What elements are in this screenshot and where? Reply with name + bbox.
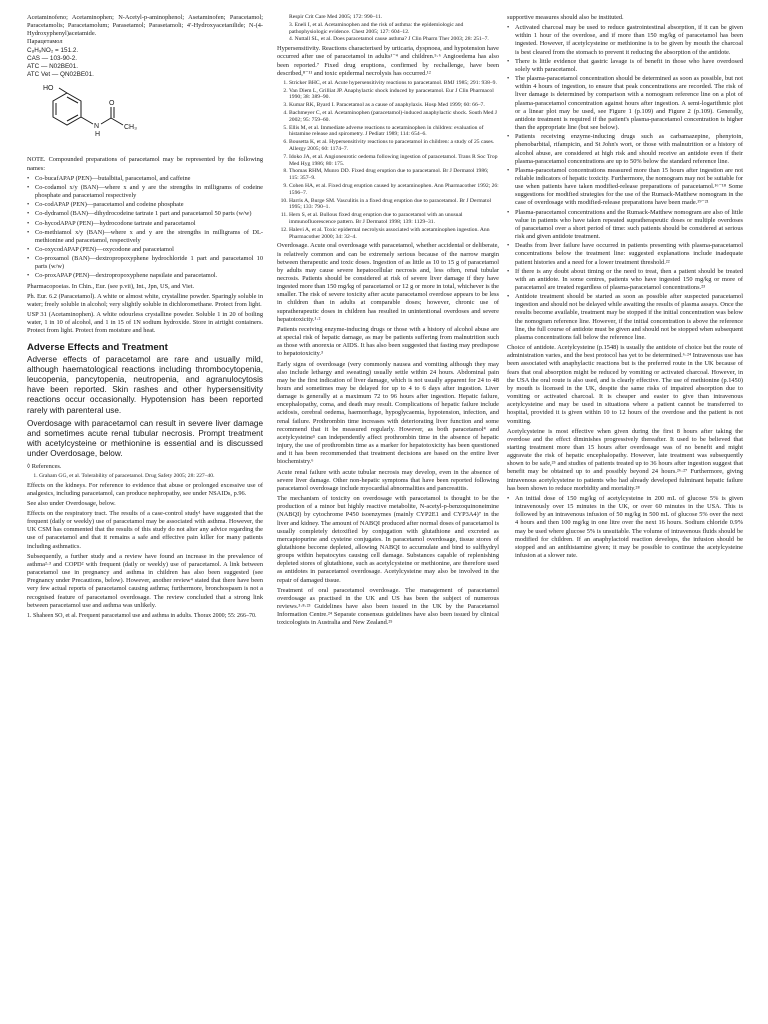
kidney-effects: Effects on the kidneys. For reference to evidence that abuse or prolonged excessive use of analgesics, including paracetamol, can produce nephropathy, see under NSAIDs, p.96. (27, 481, 263, 497)
reference-item: 7. Idoko JA, et al. Angioneurotic oedema following ingestion of paracetamol. Trans R Soc Trop Med Hyg 1986; 80: 175. (289, 154, 499, 168)
reference-list (27, 473, 263, 480)
list-item: • If there is any doubt about timing or the need to treat, then a patient should be treated with an antidote. In some centres, patients who have ingested 150 mg/kg or more of paracetamol are treated regardless of plasma-paracetamol concentrations.²³ (507, 268, 743, 292)
adverse-effects-heading: Adverse Effects and Treatment (27, 341, 168, 353)
list-item: • There is little evidence that gastric lavage is of benefit in those who have overdosed solely with paracetamol. (507, 58, 743, 74)
reference-item: 10. Harris A, Burge SM. Vasculitis in a fixed drug eruption due to paracetamol. Br J Dermatol 1995; 133: 790–1. (289, 198, 499, 212)
list-item: • Deaths from liver failure have occurred in patients presenting with plasma-paracetamol concentrations below the treatment line: suggested explanations include inadequate patient histories and a need for a lower treatment threshold.²² (507, 242, 743, 266)
structure-oh: HO (43, 85, 54, 93)
reference-item: Respir Crit Care Med 2005; 172: 990–11. (289, 14, 383, 20)
adverse-paragraph-1: Adverse effects of paracetamol are rare and usually mild, although haematological reactions including thrombocytopenia, leucopenia, pancytopenia, neutropenia, and agranulocytosis have been reported. Skin rashes and other hypersensitivity reactions occur occasionally. Hypotension has been reported rarely with parenteral use. (27, 354, 263, 415)
reference-item: 2. Van Diem L, Grilliat JP. Anaphylactic shock induced by paracetamol. Eur J Clin Pharmacol 1990; 38: 389–90. (289, 88, 499, 102)
early-signs: Early signs of overdosage (very commonly nausea and vomiting although they may also include lethargy and sweating) usually settle within 24 hours. Abdominal pain may be the first indication of liver damage, which is not usually apparent for 24 to 48 hours and sometimes may be delayed for up to 4 to 6 days after ingestion. Liver damage is generally at a maximum 72 to 96 hours after ingestion. Hepatic failure, encephalopathy, coma, and death may result. Complications of hepatic failure include acidosis, cerebral oedema, haemorrhage, hypoglycaemia, hypotension, infection, and renal failure. Prothrombin time increases with deteriorating liver function and some recommend that it be measured regularly. However, as both paracetamol⁴ and acetylcysteine⁵ can independently affect prothrombin time in the absence of hepatic injury, the use of prothrombin time as a marker for hepatotoxicity has been questioned and it has been recommended that treatment decisions are based on the entire liver biochemistry.⁶ (277, 360, 499, 466)
reference-item: 6. Bousetta K, et al. Hypersensitivity reactions to paracetamol in children: a study of 25 cases. Allergy 2005; 60: 1174–7. (289, 139, 499, 153)
hypersensitivity: Hypersensitivity. Reactions characterised by urticaria, dyspnoea, and hypotension have occurred after use of paracetamol in adults¹⁻⁴ and children.⁵·⁶ Angioedema has also been reported.⁷ Fixed drug eruptions, confirmed by rechallenge, have been described,⁸⁻¹¹ and toxic epidermal necrolysis has occurred.¹² (277, 45, 499, 77)
column-middle (277, 14, 499, 630)
pharmacopoeias: Pharmacopoeias. In Chin., Eur. (see p.vii), Int., Jpn, US, and Viet. (27, 282, 195, 290)
reference-item: 5. Ellis M, et al. Immediate adverse reactions to acetaminophen in children: evaluation of histamine release and spirometry. J Pediatr 1989; 114: 654–6. (289, 125, 499, 139)
hypersensitivity-references (277, 80, 499, 241)
chemical-structure (37, 83, 157, 145)
list-item: • The plasma-paracetamol concentration should be determined as soon as possible, but not within 4 hours of ingestion, to ensure that peak concentrations are recorded. The risk of liver damage is determined by comparison with a nomogram reference line on a plot of plasma-paracetamol concentration against hours after ingestion. A semi-logarithmic plot or a linear plot may be used, see Figure 1 (p.109) and Figure 2 (p.109). Generally, antidote treatment is required if the patient's plasma-paracetamol concentration is higher than the appropriate line (but see below). (507, 75, 743, 132)
list-item: • Co-codAPAP (PEN)—paracetamol and codeine phosphate (27, 201, 263, 209)
respiratory-paragraph-2: Subsequently, a further study and a review have found an increase in the prevalence of asthma²·³ and COPD² with frequent (daily or weekly) use of paracetamol. A link between paracetamol use in pregnancy and asthma in children has also been suggested (see Pregnancy under Precautions, below). However, another review⁴ stated that there have been very few actual reports of paracetamol causing asthma; furthermore, bronchospasm is not a recognised feature of paracetamol overdosage. The review concluded that a strong link between paracetamol use and asthma was unlikely. (27, 552, 263, 609)
overdosage: Overdosage. Acute oral overdosage with paracetamol, whether accidental or deliberate, is relatively common and can be extremely serious because of the narrow margin between therapeutic and toxic doses. Ingestion of as little as 10 to 15 g of paracetamol by adults may cause severe hepatocellular necrosis and, less often, renal tubular necrosis. Patients should be considered at risk of severe liver damage if they have ingested more than 150 mg/kg of paracetamol or 12 g or more in total, whichever is the smaller. The risk of severe toxicity after acute paracetamol overdose appears to be less in children than in adults at comparable doses; however, chronic use of supratherapeutic doses in children has resulted in unintentional overdoses and severe hepatotoxicity.¹·² (277, 242, 499, 323)
respiratory-reference: 1. Shaheen SO, et al. Frequent paracetamol use and asthma in adults. Thorax 2000; 55: 266–70. (27, 612, 257, 619)
reference-item: 3. Eneli I, et al. Acetaminophen and the risk of asthma: the epidemiologic and pathophysiologic evidence. Chest 2005; 127: 604–12. (289, 21, 464, 35)
reference-item: 1. Stricker BHC, et al. Acute hypersensitivity reactions to paracetamol. BMJ 1985; 291: 938–9. (289, 80, 499, 87)
reference-item: 12. Halevi A, et al. Toxic epidermal necrolysis associated with acetaminophen ingestion. Ann Pharmacother 2000; 34: 32–4. (289, 227, 499, 241)
reference-item: 3. Kumar RK, Byard I. Paracetamol as a cause of anaphylaxis. Hosp Med 1999; 60: 66–7. (289, 102, 499, 109)
reference-item: 8. Thomas RHM, Munro DD. Fixed drug eruption due to paracetamol. Br J Dermatol 1986; 115: 357–9. (289, 168, 499, 182)
structure-ch3: CH₃ (124, 124, 137, 132)
treatment: Treatment of oral paracetamol overdosage. The management of paracetamol overdosage as practised in the UK and US has been the subject of numerous reviews.³·⁸·²³ Guidelines have also been issued in the UK by the Paracetamol Information Centre.²⁴ Separate consensus guidelines have also been issued by clinical toxicologists in Australia and New Zealand.²⁵ (277, 586, 499, 627)
list-item: • Plasma-paracetamol concentrations and the Rumack-Matthew nomogram are also of little value in patients who have taken repeated supratherapeutic doses or multiple overdoses of paracetamol over a short period of time: such patients should be considered at serious risk and given antidote treatment. (507, 209, 743, 242)
management-list (507, 24, 743, 342)
list-item: • Activated charcoal may be used to reduce gastrointestinal absorption, if it can be given within 1 hour of the overdose, and if more than 150 mg/kg of paracetamol has been ingested. However, if acetylcysteine or methionine is to be given by mouth the charcoal is best cleared from the stomach to prevent it reducing the absorption of the antidote. (507, 24, 743, 57)
synonyms: Acetaminofeno; Acetaminophen; N-Acetyl-p-aminophenol; Asetaminofen; Paracetamol; Paracetamolis; Paracetamolum; Parasetamol; Parasetamoli; 4′-Hydroxyacetanilide; N-(4-Hydroxyphenyl)acetamide. (27, 14, 263, 38)
list-item: • Co-methiamol x/y (BAN)—where x and y are the strengths in milligrams of DL-methionine and paracetamol, respectively (27, 229, 263, 245)
list-item: • Co-codamol x/y (BAN)—where x and y are the strengths in milligrams of codeine phosphate and paracetamol respectively (27, 184, 263, 200)
cas-number: CAS — 103-90-2. (27, 54, 78, 62)
reference-item: 4. Bachmeyer C, et al. Acetaminophen (paracetamol)-induced anaphylactic shock. South Med J 2002; 95: 759–60. (289, 110, 499, 124)
reference-item: 1. Graham GG, et al. Tolerability of paracetamol. Drug Safety 2005; 28: 227–40. (39, 473, 263, 480)
dosing-list (507, 495, 743, 560)
reference-item: 4. Nuttall SL, et al. Does paracetamol cause asthma? J Clin Pharm Ther 2003; 28: 251–7. (289, 36, 489, 43)
references-label: ◊ References. (27, 462, 62, 470)
structure-n: N (94, 123, 100, 131)
list-item: • Plasma-paracetamol concentrations measured more than 15 hours after ingestion are not reliable indicators of hepatic toxicity. Furthermore, the nomogram may not be suitable for use when patients have taken modified-release preparations of paracetamol.¹⁶⁻¹⁸ Some suggestions for modified strategies for the use of the Rumack-Matthew nomogram in the case of overdosage with modified-release preparations have been made.¹⁹⁻²¹ (507, 167, 743, 208)
reference-item: 11. Hern S, et al. Bullous fixed drug eruption due to paracetamol with an unusual immunofluorescence pattern. Br J Dermatol 1998; 139: 1129–31. (289, 212, 499, 226)
list-item: • Patients receiving enzyme-inducing drugs such as carbamazepine, phenytoin, phenobarbital, rifampicin, and St John's wort, or those with malnutrition or a history of alcohol abuse, are considered at high risk and should receive an antidote even if their plasma-paracetamol concentrations are up to 50% below the standard reference line. (507, 133, 743, 166)
list-item: • Co-oxycodAPAP (PEN)—oxycodone and paracetamol (27, 246, 263, 254)
list-item: • Co-proxAPAP (PEN)—dextropropoxyphene napsilate and paracetamol. (27, 272, 263, 280)
top-reference-list (277, 14, 499, 43)
column-left (27, 14, 263, 622)
russian-name: Парацетамол (27, 38, 63, 46)
list-item: • Co-bucafAPAP (PEN)—butalbital, paracetamol, and caffeine (27, 175, 263, 183)
list-item: • Co-dydramol (BAN)—dihydrocodeine tartrate 1 part and paracetamol 50 parts (w/w) (27, 210, 263, 218)
respiratory-paragraph-1: Effects on the respiratory tract. The results of a case-control study¹ have suggested that the frequent (daily or weekly) use of paracetamol may be associated with asthma. However, the UK CSM has commented that the results of this study do not alter any advice regarding the use of paracetamol and that it remains a safe and effective pain killer for many patients including asthmatics. (27, 509, 263, 550)
atc-code: ATC — N02BE01. (27, 62, 79, 70)
enzyme-inducing: Patients receiving enzyme-inducing drugs or those with a history of alcohol abuse are at special risk of hepatic damage, as may be patients suffering from malnutrition such as those with anorexia or AIDS. It has also been suggested that fasting may predispose to hepatotoxicity.³ (277, 325, 499, 358)
reference-item: 9. Cohen HA, et al. Fixed drug eruption caused by acetaminophen. Ann Pharmacother 1992; 26: 1596–7. (289, 183, 499, 197)
mechanism: The mechanism of toxicity on overdosage with paracetamol is thought to be the production of a minor but highly reactive metabolite, N-acetyl-p-benzoquinoneimine (NABQI) by cytochrome P450 isoenzymes (mainly CYP2E1 and CYP3A4)⁷ in the liver and kidney. The amount of NABQI produced after normal doses of paracetamol is usually completely detoxified by conjugation with glutathione and excreted as mercaptopurine and cysteine conjugates. In paracetamol overdosage, tissue stores of glutathione become depleted, allowing NABQI to accumulate and bind to sulfhydryl groups within hepatocytes causing cell damage. Substances capable of replenishing depleted stores of glutathione, such as acetylcysteine or methionine, are therefore used as antidotes in paracetamol overdosage. Acetylcysteine may also be involved in the repair of damaged tissue. (277, 495, 499, 584)
molecular-formula: C₈H₉NO₂ = 151.2. (27, 46, 79, 54)
acetylcysteine: Acetylcysteine is most effective when given during the first 8 hours after taking the overdose and the effect diminishes progressively thereafter. It used to be believed that starting treatment more than 15 hours after overdosage was of no benefit and might aggravate the risk of hepatic encephalopathy. However, late treatment was subsequently shown to be safe,²⁵ and studies of patients treated up to 36 hours after ingestion suggest that benefit may be obtained up to and possibly beyond 24 hours.²⁶·²⁷ Furthermore, giving intravenous acetylcysteine to patients who had already developed fulminant hepatic failure has been shown to reduce morbidity and mortality.²⁸ (507, 427, 743, 492)
list-item: • Antidote treatment should be started as soon as possible after suspected paracetamol ingestion and should not be delayed while awaiting the results of plasma assays. Once the results become available, treatment may be stopped if the initial concentration was below the nomogram reference line. However, if the initial concentration is above the reference line, the full course of antidote must be given and should not be stopped when subsequent plasma concentrations fall below the reference line. (507, 293, 743, 342)
list-item: • An initial dose of 150 mg/kg of acetylcysteine in 200 mL of glucose 5% is given intravenously over 15 minutes in the UK, or over 60 minutes in the USA. This is followed by an intravenous infusion of 50 mg/kg in 500 mL of glucose 5% over the next 4 hours and then 100 mg/kg in one litre over the next 16 hours. Sodium chloride 0.9% may be used where glucose 5% is unsuitable. The volume of intravenous fluids should be modified for children. If an anaphylactoid reaction develops, the infusion should be stopped and an antihistamine given; it may be possible to continue the acetylcysteine infusion at a slower rate. (507, 495, 743, 560)
usp: USP 31 (Acetaminophen). A white odourless crystalline powder. Soluble 1 in 20 of boiling water, 1 in 10 of alcohol, and 1 in 15 of 1N sodium hydroxide. Store in airtight containers. Protect from light. Protect from moisture and heat. (27, 311, 263, 335)
column-right (507, 14, 743, 562)
supportive-measures: supportive measures should also be instituted. (507, 14, 624, 21)
compound-list (27, 175, 263, 281)
choice-of-antidote: Choice of antidote. Acetylcysteine (p.1548) is usually the antidote of choice but the route of administration varies, and the best protocol has yet to be determined.⁶·²⁴ Intravenous use has been associated with anaphylactic reactions but is the preferred route in the UK because of fears that oral absorption might be reduced by vomiting or activated charcoal. However, in the USA the oral route is also used, and is clearly effective. The use of methionine (p.1450) by mouth is licensed in the UK, despite the same risks of impaired absorption due to vomiting or activated charcoal. It is cheaper and easier to give than intravenous acetylcysteine and may be used in situations where a patient cannot be transferred to hospital, provided it is given within 10 to 12 hours of the overdose and the patient is not vomiting. (507, 344, 743, 425)
renal-failure: Acute renal failure with acute tubular necrosis may develop, even in the absence of severe liver damage. Other non-hepatic symptoms that have been reported following paracetamol overdosage include myocardial abnormalities and pancreatitis. (277, 468, 499, 492)
structure-h: H (95, 131, 101, 139)
ph-eur: Ph. Eur. 6.2 (Paracetamol). A white or almost white, crystalline powder. Sparingly soluble in water; freely soluble in alcohol; very slightly soluble in dichloromethane. Protect from light. (27, 292, 263, 308)
list-item: • Co-hycodAPAP (PEN)—hydrocodone tartrate and paracetamol (27, 220, 263, 228)
atc-vet-code: ATC Vet — QN02BE01. (27, 71, 94, 79)
kidney-see-also: See also under Overdosage, below. (27, 499, 116, 507)
list-item: • Co-proxamol (BAN)—dextropropoxyphene hydrochloride 1 part and paracetamol 10 parts (w/w) (27, 255, 263, 271)
structure-o: O (109, 100, 115, 108)
note-intro: NOTE. Compounded preparations of paracetamol may be represented by the following names: (27, 156, 263, 172)
adverse-paragraph-2: Overdosage with paracetamol can result in severe liver damage and sometimes acute renal tubular necrosis. Prompt treatment with acetylcysteine or methionine is essential and is discussed under Overdosage, below. (27, 418, 263, 459)
